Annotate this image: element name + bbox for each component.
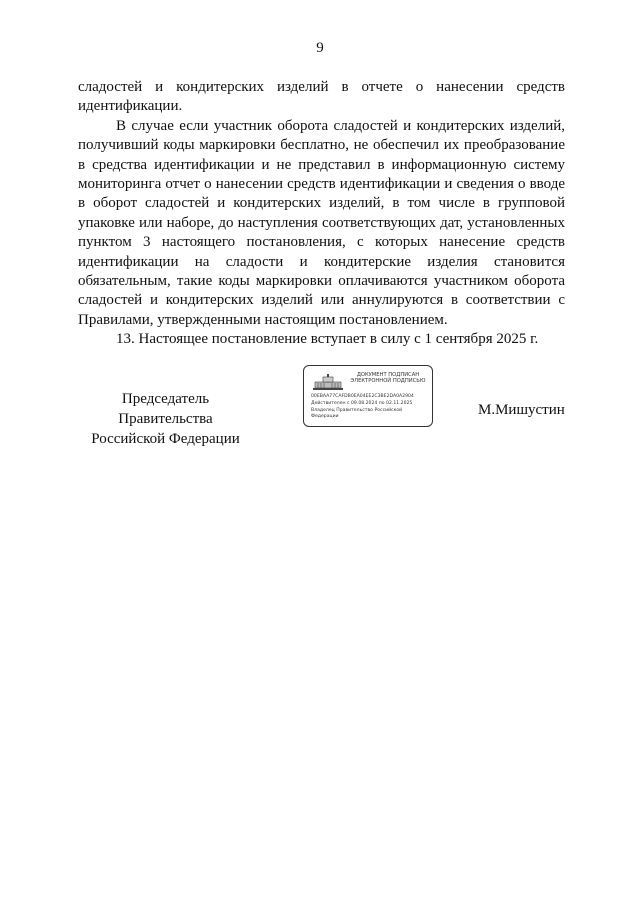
stamp-owner: Владелец Правительство Российской — [311, 408, 403, 413]
paragraph-marking-codes: В случае если участник оборота сладостей и кондитерских изделий, получивший коды маркировки бесплатно, не обеспечил их преобразование в средства идентификации и не представил в информационную систему мониторинга отчет о нанесении средств идентификации и сведения о вводе в оборот сладостей и кондитерских изделий, в том числе в групповой упаковке или наборе, до наступления соответствующих дат, установленных пунктом 3 настоящего постановления, с которых нанесение средств идентификации на сладости и кондитерские изделия становится обязательным, такие коды маркировки оплачиваются участником оборота сладостей и кондитерских изделий или аннулируются в соответствии с Правилами, утвержденными настоящим постановлением. — [78, 117, 565, 328]
electronic-signature-stamp — [303, 365, 433, 427]
paragraph-continuation: сладостей и кондитерских изделий в отчете о нанесении средств идентификации. — [78, 79, 565, 115]
stamp-heading — [346, 372, 430, 385]
signatory-title — [78, 389, 253, 449]
stamp-validity: Действителен с 09.08.2024 по 02.11.2025 — [311, 401, 413, 406]
government-building-icon — [311, 373, 345, 391]
page-number: 9 — [316, 40, 324, 56]
document-body — [78, 78, 565, 350]
stamp-serial: 00EBAA77CAFDB0EA04EE2C3BE2DA0A2904 — [311, 394, 414, 399]
stamp-heading-line: ДОКУМЕНТ ПОДПИСАН — [356, 372, 420, 378]
stamp-heading-line: ЭЛЕКТРОННОЙ ПОДПИСЬЮ — [350, 378, 426, 385]
stamp-owner: Федерации — [311, 414, 339, 419]
signatory-name: М.Мишустин — [478, 402, 565, 418]
signatory-title-line: Председатель Правительства — [118, 391, 213, 427]
paragraph-effective-date: 13. Настоящее постановление вступает в силу с 1 сентября 2025 г. — [116, 331, 539, 348]
signatory-title-line: Российской Федерации — [91, 431, 240, 447]
